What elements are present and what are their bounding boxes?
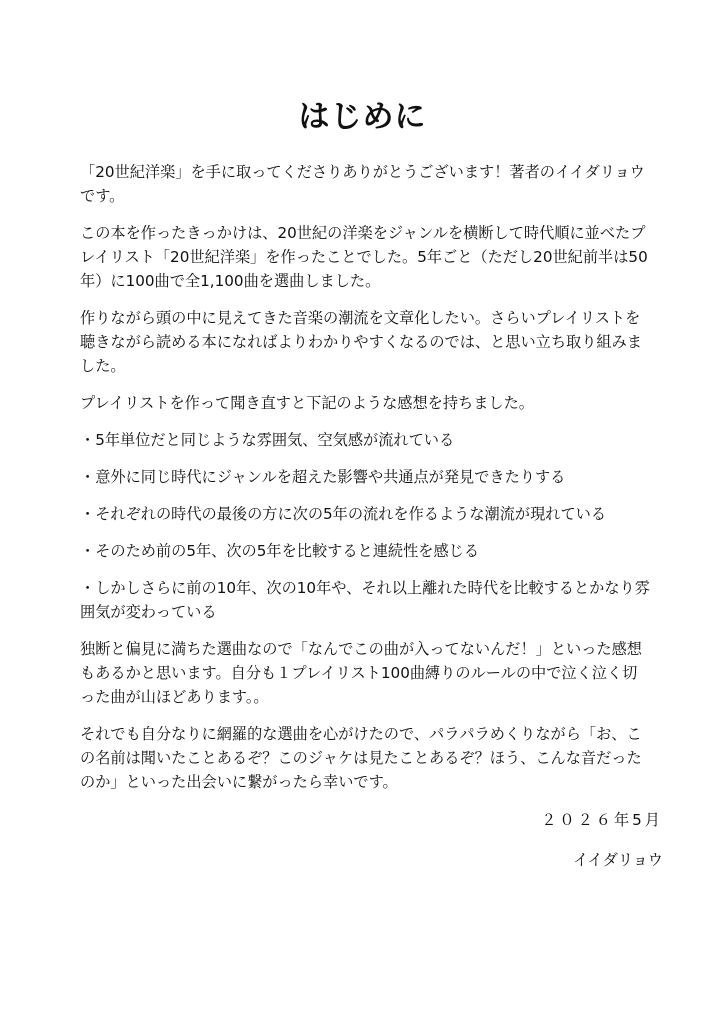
bullet-item-5: ・しかしさらに前の10年、次の10年や、それ以上離れた時代を比較するとかなり雰囲気が変わっている [80, 579, 650, 621]
paragraph-closing: それでも自分なりに網羅的な選曲を心がけたので、パラパラめくりながら「お、この名前は聞いたことあるぞ？このジャケは見たことあるぞ？ほう、こんな音だったのか」といった出会いに繋がったら幸いです。 [80, 725, 642, 791]
signature-block [541, 808, 663, 872]
bullet-item-1: ・5年単位だと同じような雰囲気、空気感が流れている [80, 431, 455, 449]
bullet-item-2: ・意外に同じ時代にジャンルを超えた影響や共通点が発見できたりする [80, 468, 566, 486]
signature-date: ２０２６年5月 [541, 811, 663, 829]
bullet-item-3: ・それぞれの時代の最後の方に次の5年の流れを作るような潮流が現れている [80, 505, 607, 523]
body-text [80, 160, 650, 807]
page-title: はじめに [298, 98, 427, 135]
paragraph-selection-note: 独断と偏見に満ちた選曲なので「なんでこの曲が入ってないんだ！」といった感想もあるかと思います。自分も１プレイリスト100曲縛りのルールの中で泣く泣く切った曲が山ほどあります。。 [80, 640, 642, 706]
signature-author: イイダリョウ [573, 851, 663, 869]
bullet-item-4: ・そのため前の5年、次の5年を比較すると連続性を感じる [80, 542, 480, 560]
paragraph-motivation: 作りながら頭の中に見えてきた音楽の潮流を文章化したい。さらいプレイリストを聴きながら読める本になればよりわかりやすくなるのでは、と思い立ち取り組みました。 [80, 309, 642, 375]
paragraph-origin: この本を作ったきっかけは、20世紀の洋楽をジャンルを横断して時代順に並べたプレイリスト「20世紀洋楽」を作ったことでした。5年ごと（ただし20世紀前半は50年）に100曲で全1,100曲を選曲しました。 [80, 224, 648, 290]
paragraph-thanks: 「20世紀洋楽」を手に取ってくださりありがとうございます！著者のイイダリョウです。 [80, 163, 645, 205]
paragraph-impressions-intro: プレイリストを作って聞き直すと下記のような感想を持ちました。 [80, 394, 534, 412]
